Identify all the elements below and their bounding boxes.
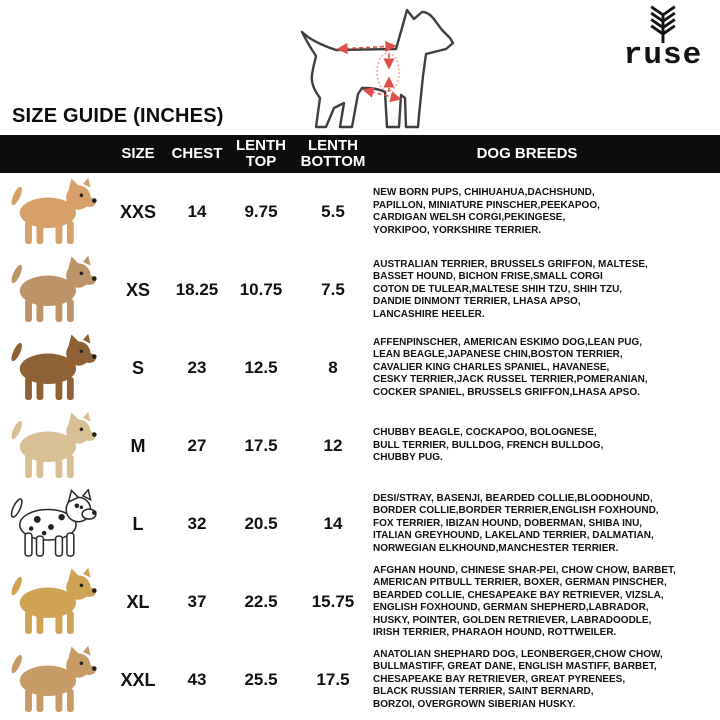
chest-value: 23 (187, 358, 207, 377)
dog-illustration (8, 333, 100, 403)
dog-outline (302, 10, 453, 127)
breeds-list: AUSTRALIAN TERRIER, BRUSSELS GRIFFON, MALTESE, BASSET HOUND, BICHON FRISE,SMALL CORGI COTON DE TULEAR,MALTESE SHIH TZU, SHIH TZU, DANDIE DINMONT TERRIER, LHASA APSO, LANCASHIRE HEELER. (373, 258, 648, 320)
length-bottom-value: 17.5 (316, 670, 350, 689)
dog-photo-lhasa-apso (0, 255, 108, 325)
dog-photo-beagle (0, 333, 108, 403)
size-row-xxs (0, 173, 720, 251)
length-top-value: 25.5 (244, 670, 278, 689)
size-label: XS (125, 279, 150, 300)
size-row-s (0, 329, 720, 407)
size-row-m (0, 407, 720, 485)
length-top-value: 12.5 (244, 358, 278, 377)
dog-photo-golden-retriever (0, 567, 108, 637)
dog-illustration (8, 489, 100, 559)
size-label: XXS (119, 201, 157, 222)
length-bottom-value: 7.5 (321, 280, 345, 299)
length-bottom-value: 14 (323, 514, 343, 533)
dog-photo-dalmatian (0, 489, 108, 559)
length-bottom-value: 15.75 (311, 592, 355, 611)
chest-value: 43 (187, 670, 207, 689)
size-label: S (131, 357, 144, 378)
length-bottom-value: 8 (328, 358, 338, 377)
header-dog-breeds: DOG BREEDS (476, 145, 578, 163)
size-label: L (132, 513, 144, 534)
length-bottom-value: 5.5 (321, 202, 345, 221)
size-label: XL (126, 591, 150, 612)
breeds-list: AFGHAN HOUND, CHINESE SHAR-PEI, CHOW CHOW, BARBET, AMERICAN PITBULL TERRIER, BOXER, GERMAN PINSCHER, BEARDED COLLIE, CHESAPEAKE BAY RETRIEVER, VIZSLA, ENGLISH FOXHOUND, GERMAN SHEPHERD,LABRADOR, HUSKY, POINTER, GOLDEN RETRIEVER, LABRADOODLE, IRISH TERRIER, PHARAOH HOUND, ROTTWEILER. (373, 564, 676, 638)
table-header (0, 135, 720, 173)
breeds-list: CHUBBY BEAGLE, COCKAPOO, BOLOGNESE, BULL TERRIER, BULLDOG, FRENCH BULLDOG, CHUBBY PUG. (373, 427, 604, 464)
chest-value: 14 (187, 202, 207, 221)
breeds-list: NEW BORN PUPS, CHIHUAHUA,DACHSHUND, PAPILLON, MINIATURE PINSCHER,PEEKAPOO, CARDIGAN WELSH CORGI,PEKINGESE, YORKIPOO, YORKSHIRE TERRIER. (373, 187, 600, 236)
chest-value: 32 (187, 514, 207, 533)
dog-photo-chihuahua (0, 177, 108, 247)
dog-photo-pug (0, 411, 108, 481)
breeds-list: AFFENPINSCHER, AMERICAN ESKIMO DOG,LEAN PUG, LEAN BEAGLE,JAPANESE CHIN,BOSTON TERRIER, CAVALIER KING CHARLES SPANIEL, HAVANESE, CESKY TERRIER,JACK RUSSEL TERRIER,POMERANIAN, COCKER SPANIEL, BRUSSELS GRIFFON,LHASA APSO. (373, 336, 648, 398)
dog-illustration (8, 177, 100, 247)
length-bottom-value: 12 (323, 436, 343, 455)
breeds-list: DESI/STRAY, BASENJI, BEARDED COLLIE,BLOODHOUND, BORDER COLLIE,BORDER TERRIER,ENGLISH FOXHOUND, FOX TERRIER, IBIZAN HOUND, DOBERMAN, SHIBA INU, ITALIAN GREYHOUND, LAKELAND TERRIER, DALMATIAN, NORWEGIAN ELKHOUND,MANCHESTER TERRIER. (373, 492, 659, 554)
dog-illustration (8, 411, 100, 481)
header-chest: CHEST (171, 145, 223, 163)
chest-value: 27 (187, 436, 207, 455)
brand-logo (610, 4, 716, 71)
length-top-value: 22.5 (244, 592, 278, 611)
header-length-bottom: LENTH BOTTOM (300, 137, 366, 170)
dog-illustration (8, 255, 100, 325)
size-label: M (130, 435, 146, 456)
page-title: SIZE GUIDE (INCHES) (12, 105, 224, 127)
header-length-top: LENTH TOP (236, 137, 286, 170)
dog-photo-great-dane (0, 645, 108, 715)
dog-measurement-diagram (276, 0, 502, 133)
dog-illustration (8, 567, 100, 637)
size-row-xs (0, 251, 720, 329)
size-table (0, 135, 720, 719)
length-top-value: 10.75 (239, 280, 283, 299)
size-row-l (0, 485, 720, 563)
chest-value: 18.25 (175, 280, 219, 299)
size-label: XXL (120, 669, 156, 690)
size-row-xl (0, 563, 720, 641)
length-top-value: 17.5 (244, 436, 278, 455)
length-top-value: 9.75 (244, 202, 278, 221)
chest-value: 37 (187, 592, 207, 611)
header-size: SIZE (121, 145, 155, 163)
breeds-list: ANATOLIAN SHEPHARD DOG, LEONBERGER,CHOW CHOW, BULLMASTIFF, GREAT DANE, ENGLISH MASTIFF, BARBET, CHESAPEAKE BAY RETRIEVER, GREAT PYRENEES, BLACK RUSSIAN TERRIER, SAINT BERNARD, BORZOI, OVERGROWN SIBERIAN HUSKY. (373, 648, 663, 710)
brand-name: ruse (623, 38, 703, 73)
dog-illustration (8, 645, 100, 715)
length-top-value: 20.5 (244, 514, 278, 533)
size-row-xxl (0, 641, 720, 719)
